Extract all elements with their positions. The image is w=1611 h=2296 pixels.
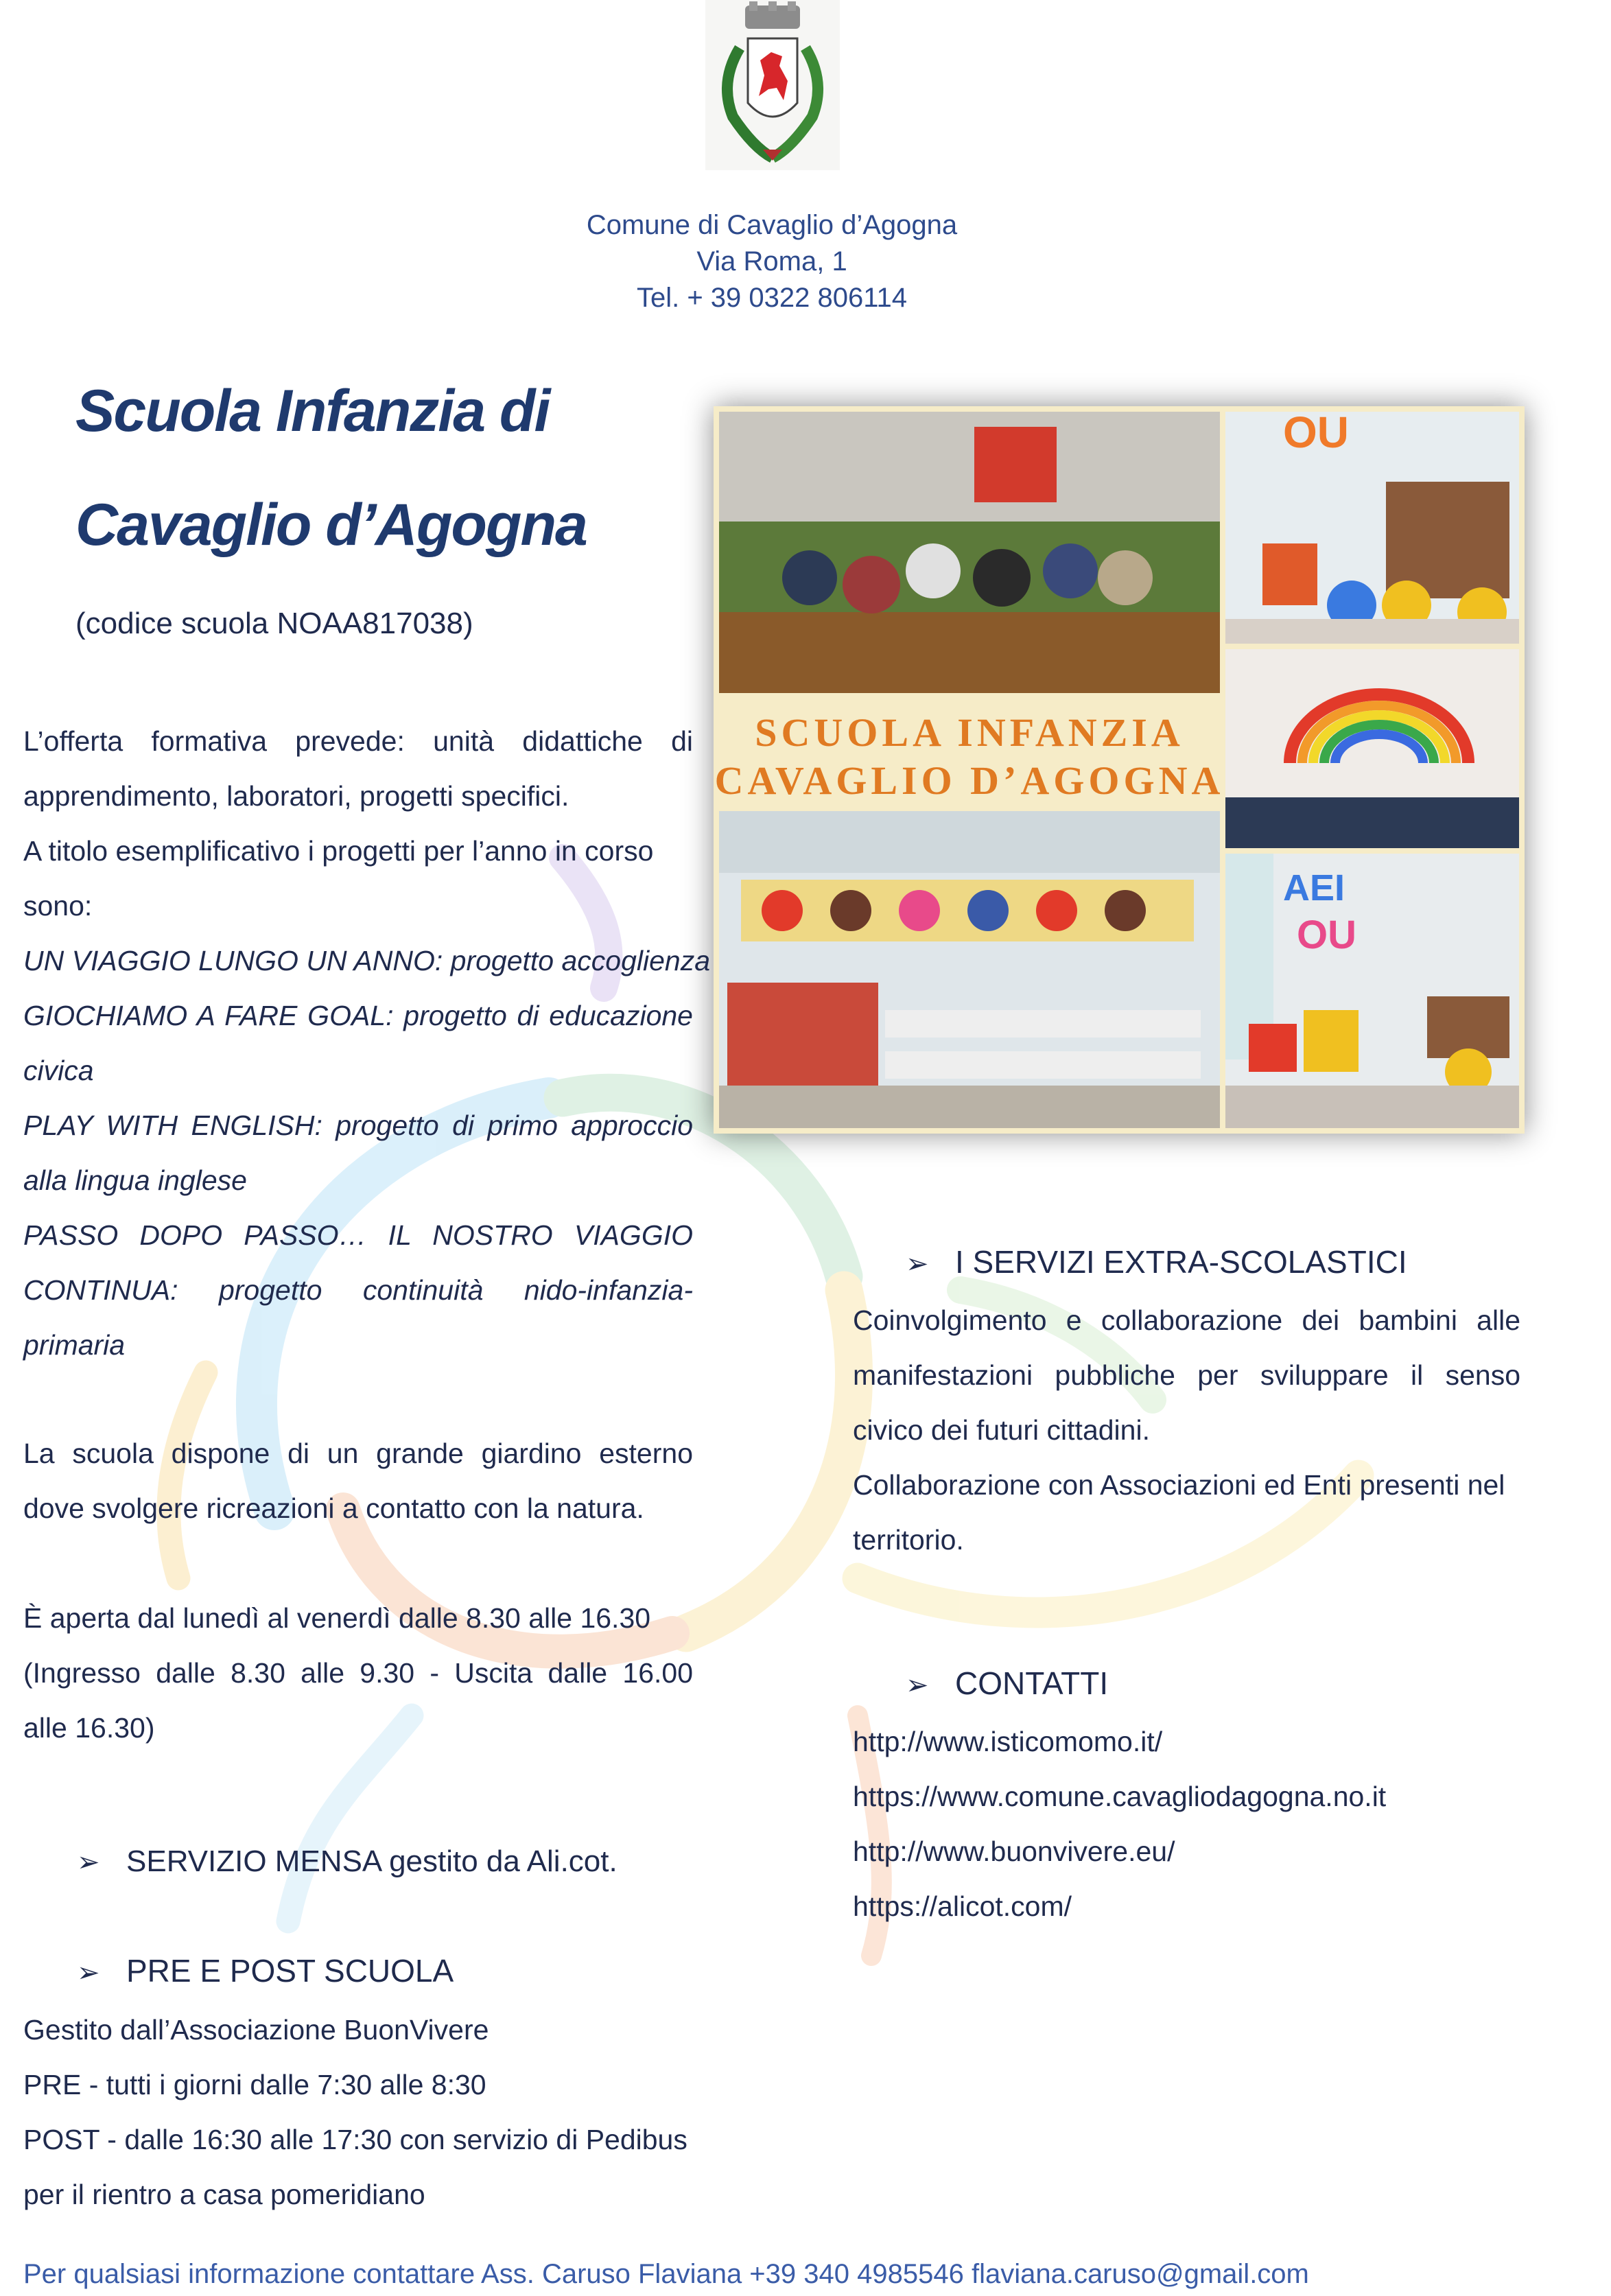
page-title-line1: Scuola Infanzia di	[75, 378, 550, 444]
prepost-text: PRE - tutti i giorni dalle 7:30 alle 8:30	[23, 2069, 486, 2100]
contacts-heading-text: CONTATTI	[955, 1665, 1109, 1701]
garden-section	[23, 1426, 693, 1536]
comune-address: Via Roma, 1	[696, 246, 847, 277]
project-item: UN VIAGGIO LUNGO UN ANNO: progetto accoglienza	[23, 945, 711, 976]
extra-text: Coinvolgimento e collaborazione dei bambini alle	[853, 1304, 1520, 1336]
comune-name: Comune di Cavaglio d’Agogna	[586, 210, 958, 240]
hours-text: È aperta dal lunedì al venerdì dalle 8.30 alle 16.30	[23, 1602, 651, 1634]
offer-text: L’offerta formativa prevede: unità didattiche di	[23, 725, 693, 757]
link-alicot[interactable]: https://alicot.com/	[853, 1890, 1072, 1922]
offer-text: A titolo esemplificativo i progetti per l’anno in corso	[23, 835, 654, 867]
project-item: alla lingua inglese	[23, 1164, 247, 1196]
prepost-text: POST - dalle 16:30 alle 17:30 con servizio di Pedibus	[23, 2124, 687, 2155]
page-title-line2: Cavaglio d’Agogna	[75, 492, 587, 558]
prepost-heading-text: PRE E POST SCUOLA	[126, 1953, 454, 1989]
footer-contact: Per qualsiasi informazione contattare Ass. Caruso Flaviana +39 340 4985546 flaviana.caruso@gmail.com	[23, 2259, 1309, 2289]
project-item: PLAY WITH ENGLISH: progetto di primo approccio	[23, 1110, 693, 1141]
collage-banner	[715, 697, 1225, 807]
contacts-links	[853, 1714, 1520, 1934]
prepost-text: per il rientro a casa pomeridiano	[23, 2179, 425, 2210]
prepost-heading	[77, 1952, 454, 1989]
hours-text: alle 16.30)	[23, 1712, 155, 1744]
extra-text: territorio.	[853, 1524, 964, 1556]
project-item: CONTINUA: progetto continuità nido-infanzia-	[23, 1274, 693, 1306]
extra-heading-text: I SERVIZI EXTRA-SCOLASTICI	[955, 1244, 1407, 1280]
extra-text: Collaborazione con Associazioni ed Enti presenti nel	[853, 1469, 1505, 1501]
offer-text: sono:	[23, 890, 93, 922]
classroom-photo	[719, 811, 1220, 1128]
project-item: primaria	[23, 1329, 126, 1361]
hours-text: (Ingresso dalle 8.30 alle 9.30 - Uscita dalle 16.00	[23, 1657, 693, 1689]
reading-corner-photo	[1225, 408, 1519, 644]
banner-line2: CAVAGLIO D’AGOGNA	[714, 758, 1225, 803]
project-item: PASSO DOPO PASSO… IL NOSTRO VIAGGIO	[23, 1219, 693, 1251]
play-area-photo	[1225, 854, 1519, 1128]
school-code: (codice scuola NOAA817038)	[75, 607, 473, 640]
link-comune[interactable]: https://www.comune.cavagliodagogna.no.it	[853, 1781, 1387, 1812]
garden-text: La scuola dispone di un grande giardino esterno	[23, 1438, 693, 1469]
comune-phone: Tel. + 39 0322 806114	[636, 283, 908, 313]
offer-section	[23, 714, 711, 1372]
wall-letters-bottom-2: OU	[1297, 913, 1356, 957]
extra-text: civico dei futuri cittadini.	[853, 1414, 1150, 1446]
mensa-item	[77, 1844, 618, 1879]
comune-crest-icon	[705, 0, 840, 170]
rainbow-wall-photo	[1225, 649, 1519, 848]
link-isticomomo[interactable]: http://www.isticomomo.it/	[853, 1726, 1163, 1757]
wall-letters-top: OU	[1283, 408, 1349, 457]
banner-line1: SCUOLA INFANZIA	[755, 710, 1184, 755]
outdoor-children-photo	[719, 412, 1220, 693]
garden-text: dove svolgere ricreazioni a contatto con la natura.	[23, 1492, 644, 1524]
contacts-heading	[906, 1665, 1108, 1702]
extra-section	[853, 1293, 1520, 1567]
school-photo-collage	[714, 406, 1525, 1134]
arrow-bullet-icon: ➢	[77, 1958, 100, 1988]
project-item: GIOCHIAMO A FARE GOAL: progetto di educazione	[23, 1000, 693, 1031]
prepost-section	[23, 2002, 693, 2222]
offer-text: apprendimento, laboratori, progetti specifici.	[23, 780, 569, 812]
extra-text: manifestazioni pubbliche per sviluppare il senso	[853, 1359, 1520, 1391]
arrow-bullet-icon: ➢	[77, 1847, 100, 1877]
link-buonvivere[interactable]: http://www.buonvivere.eu/	[853, 1836, 1175, 1867]
arrow-bullet-icon: ➢	[906, 1249, 929, 1279]
arrow-bullet-icon: ➢	[906, 1670, 929, 1700]
hours-section	[23, 1591, 693, 1755]
prepost-text: Gestito dall’Associazione BuonVivere	[23, 2014, 489, 2046]
project-item: civica	[23, 1055, 94, 1086]
wall-letters-bottom-1: AEI	[1283, 867, 1345, 909]
extra-heading	[906, 1243, 1407, 1280]
mensa-text: SERVIZIO MENSA gestito da Ali.cot.	[126, 1844, 618, 1878]
